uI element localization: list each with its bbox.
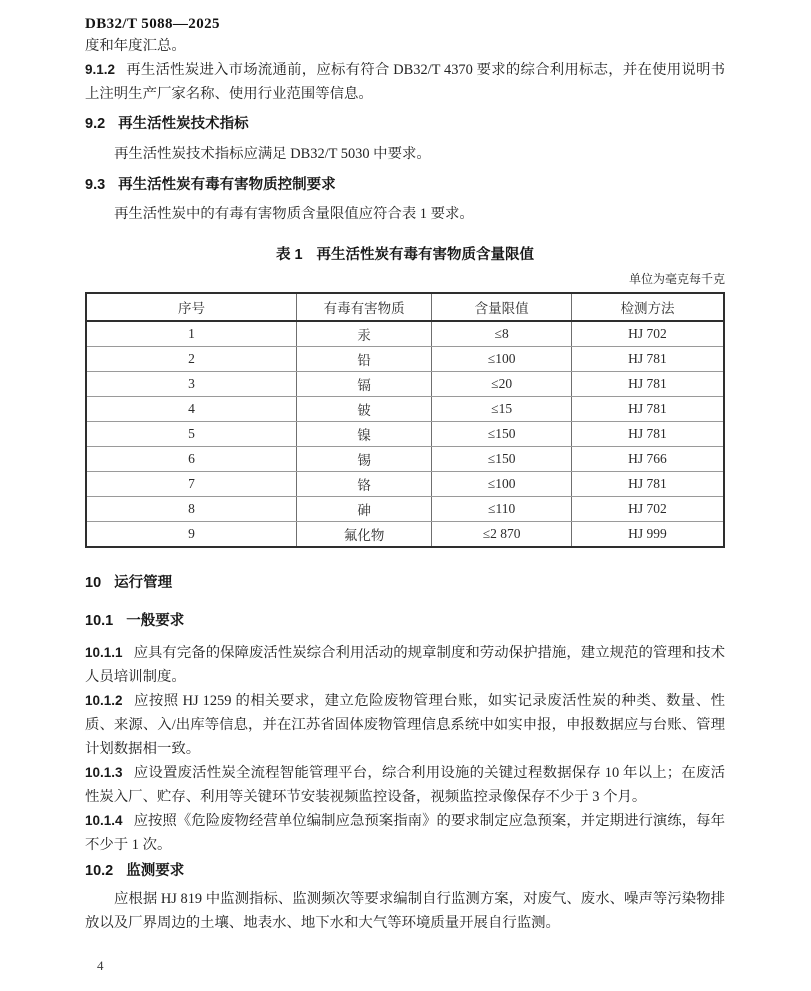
cell-method: HJ 781 [572,397,725,422]
cell-substance: 氟化物 [297,522,432,548]
cell-method: HJ 999 [572,522,725,548]
section-heading-10 [85,571,725,595]
cell-substance: 铍 [297,397,432,422]
paragraph-9-3: 再生活性炭中的有毒有害物质含量限值应符合表 1 要求。 [114,206,474,222]
cell-seq: 3 [86,372,297,397]
page-number: 4 [97,958,104,973]
table-toxic-substance-limits [85,292,725,548]
column-header-substance: 有毒有害物质 [297,293,432,321]
table-row [86,347,724,372]
cell-seq: 7 [86,472,297,497]
clause-text: 应设置废活性炭全流程智能管理平台，综合利用设施的关键过程数据保存 10 年以上；在废活性炭入厂、贮存、利用等关键环节安装视频监控设备，视频监控录像保存不少于 3 个月。 [85,765,725,805]
cell-method: HJ 766 [572,447,725,472]
cell-substance: 砷 [297,497,432,522]
cell-seq: 6 [86,447,297,472]
table-caption-label: 表 1 [275,247,303,263]
section-heading-10-1 [85,609,725,633]
cell-substance: 镍 [297,422,432,447]
table-caption-title: 再生活性炭有毒有害物质含量限值 [316,247,535,263]
cell-limit: ≤110 [432,497,572,522]
section-heading-10-2 [85,859,725,883]
clause-9-1-2 [85,58,725,106]
cell-limit: ≤2 870 [432,522,572,548]
cell-substance: 锡 [297,447,432,472]
table-caption [85,243,725,267]
cell-substance: 铅 [297,347,432,372]
cell-substance: 镉 [297,372,432,397]
table-row [86,522,724,548]
table-row [86,447,724,472]
clause-10-1-4 [85,809,725,857]
table-unit-note: 单位为毫克每千克 [628,272,725,286]
cell-seq: 8 [86,497,297,522]
cell-seq: 4 [86,397,297,422]
cell-method: HJ 702 [572,497,725,522]
cell-method: HJ 781 [572,472,725,497]
cell-limit: ≤100 [432,472,572,497]
cell-seq: 1 [86,321,297,347]
paragraph-10-2: 应根据 HJ 819 中监测指标、监测频次等要求编制自行监测方案，对废气、废水、噪声等污染物排放以及厂界周边的土壤、地表水、地下水和大气等环境质量开展自行监测。 [85,891,725,931]
cell-substance: 铬 [297,472,432,497]
table-row [86,397,724,422]
section-heading-9-2 [85,112,725,136]
doc-header-code: DB32/T 5088—2025 [85,16,220,32]
cell-method: HJ 781 [572,347,725,372]
cell-limit: ≤8 [432,321,572,347]
cell-method: HJ 702 [572,321,725,347]
paragraph-9-2: 再生活性炭技术指标应满足 DB32/T 5030 中要求。 [114,146,431,162]
clause-text: 应按照 HJ 1259 的相关要求，建立危险废物管理台账，如实记录废活性炭的种类、数量、性质、来源、入/出库等信息，并在江苏省固体废物管理信息系统中如实申报，申报数据应与台账、管理计划数据相一致。 [85,693,725,757]
section-heading-9-3 [85,173,725,197]
heading-number: 10.2 [85,863,114,879]
paragraph-carryover: 度和年度汇总。 [85,38,186,54]
heading-title: 再生活性炭有毒有害物质控制要求 [118,177,336,193]
column-header-limit: 含量限值 [432,293,572,321]
heading-title: 再生活性炭技术指标 [118,116,249,132]
cell-substance: 汞 [297,321,432,347]
cell-seq: 5 [86,422,297,447]
cell-limit: ≤20 [432,372,572,397]
clause-number: 9.1.2 [85,62,116,77]
clause-10-1-1 [85,641,725,689]
cell-seq: 9 [86,522,297,548]
table-row [86,321,724,347]
clause-10-1-2 [85,689,725,761]
cell-method: HJ 781 [572,422,725,447]
heading-title: 一般要求 [126,613,185,629]
cell-limit: ≤150 [432,422,572,447]
cell-seq: 2 [86,347,297,372]
heading-number: 9.3 [85,177,106,193]
table-row [86,497,724,522]
clause-number: 10.1.4 [85,813,123,828]
column-header-method: 检测方法 [572,293,725,321]
clause-number: 10.1.2 [85,693,123,708]
table-row [86,372,724,397]
heading-number: 10.1 [85,613,114,629]
clause-text: 再生活性炭进入市场流通前，应标有符合 DB32/T 4370 要求的综合利用标志，并在使用说明书上注明生产厂家名称、使用行业范围等信息。 [85,62,725,102]
column-header-seq: 序号 [86,293,297,321]
cell-method: HJ 781 [572,372,725,397]
heading-title: 运行管理 [114,575,173,591]
table-row [86,422,724,447]
content-column [85,14,725,935]
heading-number: 10 [85,575,102,591]
clause-10-1-3 [85,761,725,809]
clause-number: 10.1.1 [85,645,123,660]
clause-text: 应具有完备的保障废活性炭综合利用活动的规章制度和劳动保护措施，建立规范的管理和技术人员培训制度。 [85,645,725,685]
cell-limit: ≤100 [432,347,572,372]
clause-text: 应按照《危险废物经营单位编制应急预案指南》的要求制定应急预案，并定期进行演练，每年不少于 1 次。 [85,813,725,853]
table-row [86,472,724,497]
table-header-row [86,293,724,321]
clause-number: 10.1.3 [85,765,123,780]
cell-limit: ≤15 [432,397,572,422]
heading-title: 监测要求 [126,863,185,879]
cell-limit: ≤150 [432,447,572,472]
heading-number: 9.2 [85,116,106,132]
